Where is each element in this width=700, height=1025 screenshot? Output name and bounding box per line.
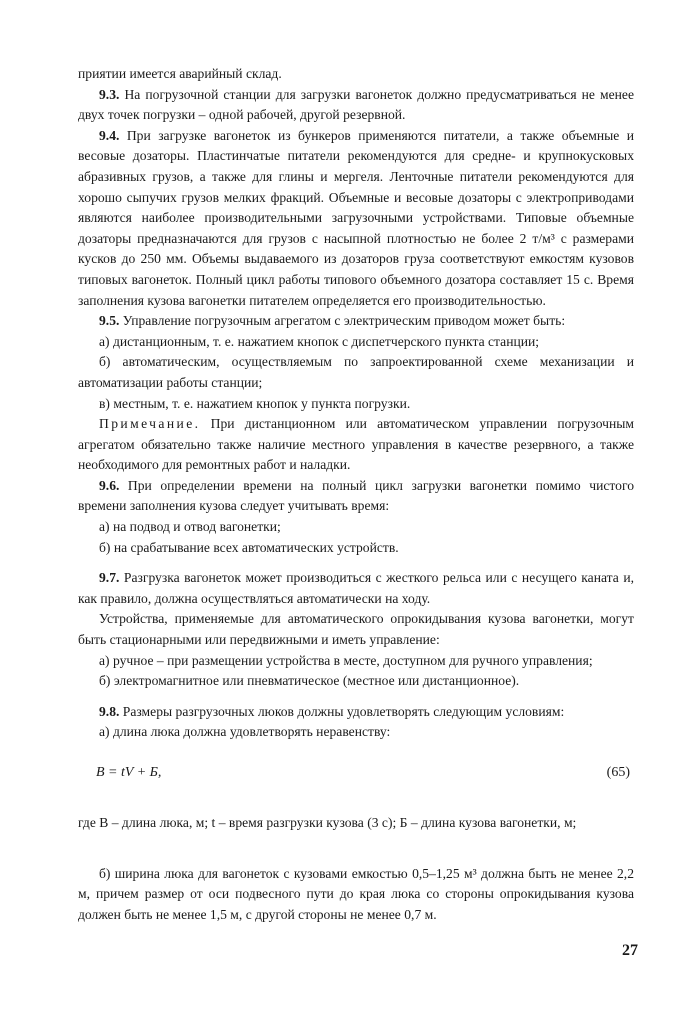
paragraph-9-6 — [78, 476, 634, 517]
formula-legend — [78, 813, 634, 834]
legend-text: где B – длина люка, м; t – время разгрузки кузова (3 с); Б – длина кузова вагонетки, м; — [78, 815, 577, 830]
formula-expression: B = tV + Б, — [96, 765, 162, 780]
section-number: 9.5. — [99, 313, 120, 329]
paragraph-9-8 — [78, 702, 634, 723]
paragraph-text: Размеры разгрузочных люков должны удовлетворять следующим условиям: — [119, 703, 565, 719]
paragraph-9-3 — [78, 85, 634, 126]
list-item-text: б) электромагнитное или пневматическое (местное или дистанционное). — [99, 673, 520, 689]
list-item-text: в) местным, т. е. нажатием кнопок у пункта погрузки. — [99, 395, 411, 411]
paragraph-text: Разгрузка вагонеток может производиться с жесткого рельса или с несущего каната и, как правило, должна осуществляться автоматически на ходу. — [78, 570, 634, 606]
list-item — [78, 332, 634, 353]
list-item — [78, 651, 634, 672]
list-item — [78, 538, 634, 559]
section-number: 9.8. — [99, 703, 120, 719]
paragraph-continuation — [78, 64, 634, 85]
list-item — [78, 352, 634, 393]
paragraph-text: При загрузке вагонеток из бункеров применяются питатели, а также объемные и весовые дозаторы. Пластинчатые питатели рекомендуются для средне- и крупнокусковых абразивных грузов, а также для глины и мергеля. Ленточные питатели рекомендуются для хорошо сыпучих грузов мелких фракций. Объемные и весовые дозаторы с электроприводами являются наиболее производительными загрузочными устройствами. Типовые объемные дозаторы предназначаются для грузов с насыпной плотностью не более 2 т/м³ с размерами кусков до 250 мм. Объемы выдаваемого из дозаторов груза соответствуют емкостям кузовов типовых вагонеток. Полный цикл работы типового объемного дозатора составляет 15 с. Время заполнения кузова вагонетки питателем определяется его производительностью. — [78, 127, 634, 308]
list-item — [78, 864, 634, 926]
paragraph-9-4 — [78, 126, 634, 311]
paragraph — [78, 609, 634, 650]
list-item-text: а) длина люка должна удовлетворять неравенству: — [99, 724, 391, 740]
paragraph-text: При определении времени на полный цикл загрузки вагонетки помимо чистого времени заполнения кузова следует учитывать время: — [78, 477, 634, 514]
paragraph-text: На погрузочной станции для загрузки вагонеток должно предусматриваться не менее двух точек погрузки – одной рабочей, другой резервной. — [78, 86, 634, 123]
paragraph-text: Управление погрузочным агрегатом с электрическим приводом может быть: — [119, 313, 566, 329]
list-item — [78, 722, 634, 743]
section-number: 9.7. — [99, 570, 120, 586]
section-number: 9.4. — [99, 127, 120, 143]
paragraph-text: При дистанционном или автоматическом управлении погрузочным агрегатом обязательно также наличие местного управления в качестве резервного, а также необходимого для ремонтных работ и наладки. — [78, 416, 634, 473]
list-item-text: б) ширина люка для вагонеток с кузовами емкостью 0,5–1,25 м³ должна быть не менее 2,2 м, причем размер от оси подвесного пути до края люка со стороны опрокидывания кузова должен быть не менее 1,5 м, с другой стороны не менее 0,7 м. — [78, 865, 634, 922]
list-item-text: а) ручное – при размещении устройства в месте, доступном для ручного управления; — [99, 652, 593, 668]
note-paragraph — [78, 414, 634, 476]
list-item-text: а) дистанционным, т. е. нажатием кнопок с диспетчерского пункта станции; — [99, 333, 540, 349]
page-number: 27 — [622, 942, 638, 959]
list-item — [78, 671, 634, 692]
paragraph-text: приятии имеется аварийный склад. — [78, 66, 282, 81]
formula-number: (65) — [606, 765, 630, 780]
section-number: 9.6. — [99, 477, 120, 493]
section-number: 9.3. — [99, 86, 120, 102]
paragraph-9-5 — [78, 311, 634, 332]
list-item — [78, 517, 634, 538]
list-item-text: б) автоматическим, осуществляемым по запроектированной схеме механизации и автоматизации работы станции; — [78, 354, 634, 390]
list-item-text: б) на срабатывание всех автоматических устройств. — [99, 539, 399, 555]
list-item-text: а) на подвод и отвод вагонетки; — [99, 519, 281, 535]
list-item — [78, 394, 634, 415]
note-heading: Примечание. — [99, 416, 201, 432]
paragraph-9-7 — [78, 568, 634, 609]
formula-65 — [78, 763, 634, 785]
document-body — [78, 64, 634, 925]
paragraph-text: Устройства, применяемые для автоматического опрокидывания кузова вагонетки, могут быть стационарными или передвижными и иметь управление: — [78, 611, 634, 648]
